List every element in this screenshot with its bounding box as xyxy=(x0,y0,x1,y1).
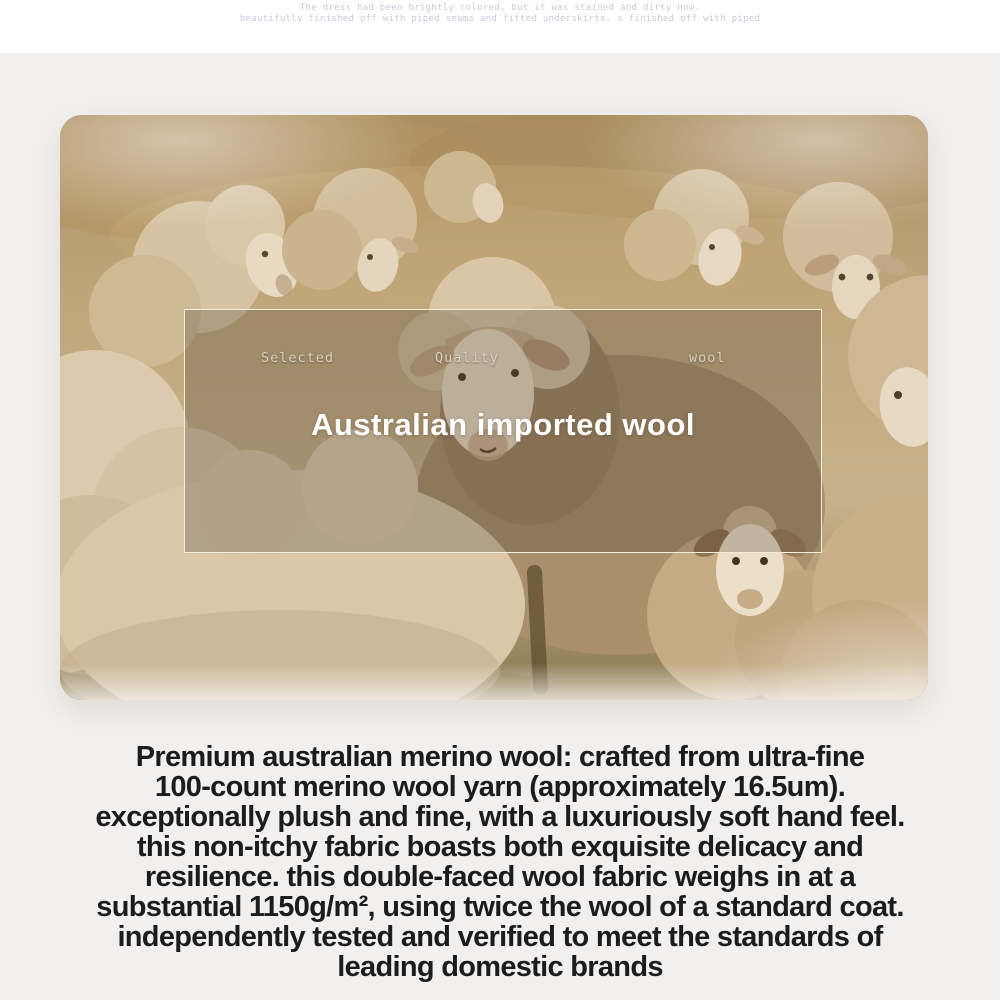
top-caption-line: beautifully finished off with piped seams and fitted underskirts. s finished off with piped xyxy=(239,14,761,24)
description-line: 100-count merino wool yarn (approximately 16.5um). xyxy=(154,771,846,803)
top-caption-band xyxy=(0,0,1000,53)
top-caption-line: The dress had been brightly colored, but it was stained and dirty now. xyxy=(299,3,701,13)
description-line: leading domestic brands xyxy=(337,951,663,983)
description-line: Premium australian merino wool: crafted from ultra-fine xyxy=(135,741,865,773)
overlay-label-selected: Selected xyxy=(261,350,335,366)
product-hero-image xyxy=(60,115,928,700)
description-line: exceptionally plush and fine, with a luxuriously soft hand feel. xyxy=(95,801,905,833)
description-line: substantial 1150g/m², using twice the wool of a standard coat. xyxy=(96,891,904,923)
description-line: resilience. this double-faced wool fabric weighs in at a xyxy=(144,861,856,893)
overlay-label-quality: Quality xyxy=(435,350,499,366)
hero-title: Australian imported wool xyxy=(310,407,696,442)
description-line: independently tested and verified to meet the standards of xyxy=(117,921,883,953)
overlay-label-wool: wool xyxy=(689,350,726,366)
description-line: this non-itchy fabric boasts both exquisite delicacy and xyxy=(136,831,864,863)
product-description xyxy=(0,742,1000,982)
selected-quality-wool-overlay xyxy=(184,309,822,553)
